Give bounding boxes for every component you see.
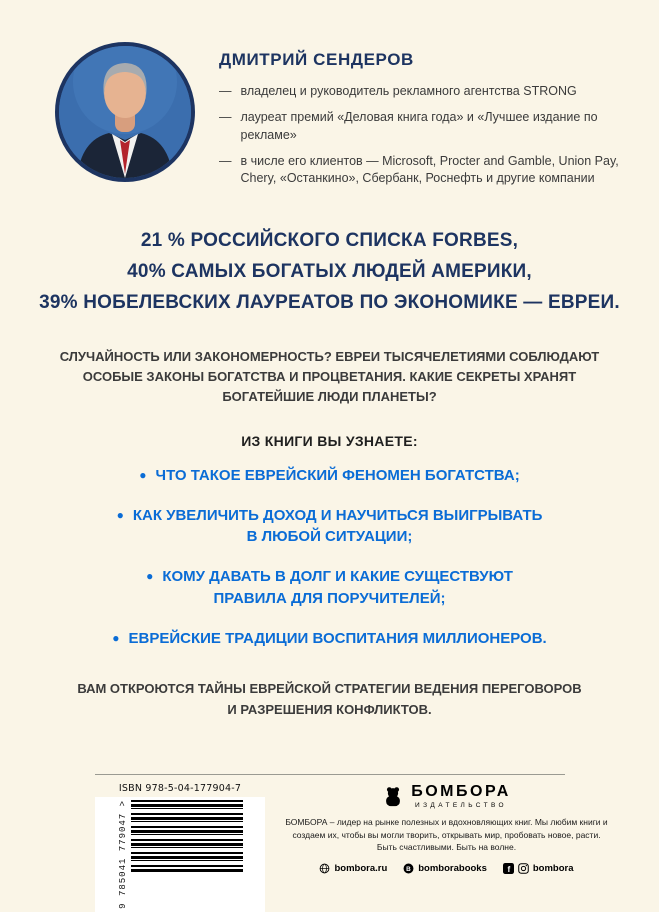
bullet-icon: ● (139, 467, 147, 482)
headline-line: 39% НОБЕЛЕВСКИХ ЛАУРЕАТОВ ПО ЭКОНОМИКЕ — ЕВРЕИ. (39, 291, 620, 313)
bullet-icon: ● (116, 507, 124, 522)
author-credential-text: владелец и руководитель рекламного агентства STRONG (240, 84, 577, 98)
author-credential (219, 83, 623, 100)
list-item (0, 465, 659, 487)
brand-social-text: bombora (532, 863, 574, 874)
vk-icon (403, 863, 414, 874)
intro-line: СЛУЧАЙНОСТЬ ИЛИ ЗАКОНОМЕРНОСТЬ? ЕВРЕИ ТЫСЯЧЕЛЕТИЯМИ СОБЛЮДАЮТ (59, 348, 600, 364)
author-header (0, 0, 659, 196)
author-name: ДМИТРИЙ СЕНДЕРОВ (219, 50, 414, 69)
publisher-subtitle: ИЗДАТЕЛЬСТВО (415, 801, 507, 809)
bear-icon (382, 785, 404, 807)
list-item-text: КАК УВЕЛИЧИТЬ ДОХОД И НАУЧИТЬСЯ ВЫИГРЫВАТЬ (132, 506, 543, 524)
author-credential-text: лауреат премий «Деловая книга года» и «Лучшее издание по рекламе» (240, 110, 598, 142)
brand-social-link (503, 863, 574, 874)
headline (0, 226, 659, 318)
author-credential-text: в числе его клиентов — Microsoft, Procter and Gamble, Union Pay, Chery, «Останкино», Сбербанк, Роснефть и другие компании (240, 153, 619, 185)
list-item (0, 505, 659, 549)
publisher-description: БОМБОРА – лидер на рынке полезных и вдохновляющих книг. Мы любим книги и создаем их, чтобы вы могли творить, открывать мир, пробовать новое, расти. Быть счастливыми. Быть на волне. (285, 816, 608, 853)
footer (0, 775, 659, 912)
list-item-text: ПРАВИЛА ДЛЯ ПОРУЧИТЕЛЕЙ; (213, 589, 446, 607)
svg-text:f: f (507, 864, 511, 874)
publisher-logo (382, 783, 511, 809)
outro-line: ВАМ ОТКРОЮТСЯ ТАЙНЫ ЕВРЕЙСКОЙ СТРАТЕГИИ ВЕДЕНИЯ ПЕРЕГОВОРОВ (77, 681, 582, 697)
barcode-block (95, 783, 265, 912)
social-links (319, 863, 573, 874)
bullet-icon: ● (146, 569, 154, 584)
list-item-text: ЧТО ТАКОЕ ЕВРЕЙСКИЙ ФЕНОМЕН БОГАТСТВА; (155, 466, 520, 484)
author-info (219, 42, 623, 196)
intro-paragraph (0, 347, 659, 407)
publisher-wordmark (411, 783, 511, 809)
barcode-digits: 9 785041 779047 > (117, 799, 128, 909)
vk-link (403, 863, 487, 874)
bullet-icon: ● (112, 630, 120, 645)
headline-line: 21 % РОССИЙСКОГО СПИСКА FORBES, (140, 230, 519, 252)
learn-list (0, 465, 659, 650)
list-item (0, 628, 659, 650)
intro-line: БОГАТЕЙШИЕ ЛЮДИ ПЛАНЕТЫ? (222, 388, 437, 404)
publisher-name: БОМБОРА (411, 782, 511, 800)
isbn-text: ISBN 978-5-04-177904-7 (118, 782, 242, 794)
author-credential (219, 109, 623, 144)
barcode (95, 797, 265, 912)
website-link (319, 863, 387, 874)
list-item-text: ЕВРЕЙСКИЕ ТРАДИЦИИ ВОСПИТАНИЯ МИЛЛИОНЕРОВ. (128, 629, 547, 647)
dash-icon: — (219, 110, 232, 125)
author-credential (219, 153, 623, 188)
website-text: bombora.ru (334, 863, 388, 874)
facebook-icon (503, 863, 514, 874)
publisher-block (265, 783, 614, 874)
globe-icon (319, 863, 330, 874)
list-item (0, 566, 659, 610)
list-item-text: КОМУ ДАВАТЬ В ДОЛГ И КАКИЕ СУЩЕСТВУЮТ (162, 568, 513, 586)
author-portrait-illustration (59, 46, 191, 178)
headline-line: 40% САМЫХ БОГАТЫХ ЛЮДЕЙ АМЕРИКИ, (127, 261, 532, 283)
vk-text: bomborabooks (418, 863, 487, 874)
dash-icon: — (219, 84, 232, 98)
list-item-text: В ЛЮБОЙ СИТУАЦИИ; (246, 528, 413, 546)
svg-text:B: B (406, 865, 412, 873)
learn-section-title: ИЗ КНИГИ ВЫ УЗНАЕТЕ: (241, 432, 418, 449)
instagram-icon (518, 863, 529, 874)
dash-icon: — (219, 153, 232, 168)
barcode-stripes (131, 800, 243, 872)
author-photo (55, 42, 195, 182)
intro-line: ОСОБЫЕ ЗАКОНЫ БОГАТСТВА И ПРОЦВЕТАНИЯ. КАКИЕ СЕКРЕТЫ ХРАНЯТ (82, 368, 577, 384)
outro-paragraph (0, 679, 659, 719)
outro-line: И РАЗРЕШЕНИЯ КОНФЛИКТОВ. (227, 701, 432, 717)
